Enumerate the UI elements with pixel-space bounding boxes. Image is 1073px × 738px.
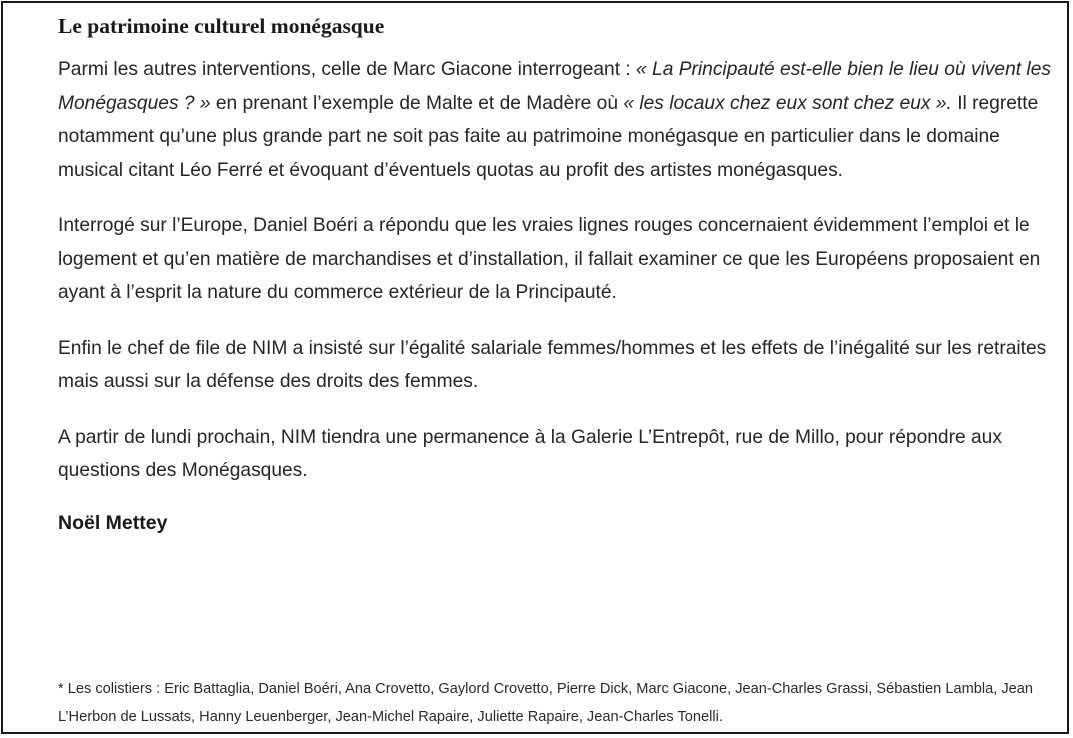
section-heading: Le patrimoine culturel monégasque xyxy=(58,14,385,38)
author-signature: Noël Mettey xyxy=(58,511,168,534)
quote-locaux: « les locaux chez eux sont chez eux ». xyxy=(623,92,952,114)
article-body xyxy=(58,11,1063,538)
paragraph-permanence: A partir de lundi prochain, NIM tiendra une permanence à la Galerie L’Entrepôt, rue de Millo, pour répondre aux questions des Monégasques. xyxy=(58,426,1002,481)
paragraph-egalite: Enfin le chef de file de NIM a insisté sur l’égalité salariale femmes/hommes et les effets de l’inégalité sur les retraites mais aussi sur la défense des droits des femmes. xyxy=(58,337,1047,392)
article-frame xyxy=(1,1,1069,734)
quote-principaute: « La Principauté est-elle bien le lieu où vivent les Monégasques ? » xyxy=(58,59,1051,114)
paragraph-text: Parmi les autres interventions, celle de Marc Giacone interrogeant : xyxy=(58,59,637,80)
paragraph-text: en prenant l’exemple de Malte et de Madère où xyxy=(210,92,624,114)
paragraph-patrimoine xyxy=(58,53,1063,187)
colistiers-footnote: * Les colistiers : Eric Battaglia, Daniel Boéri, Ana Crovetto, Gaylord Crovetto, Pierre Dick, Marc Giacone, Jean-Charles Grassi, Sébastien Lambla, Jean L’Herbon de Lussats, Hanny Leuenberger, Jean-Michel Rapaire, Juliette Rapaire, Jean-Charles Tonelli. xyxy=(58,681,1033,725)
paragraph-europe: Interrogé sur l’Europe, Daniel Boéri a répondu que les vraies lignes rouges concernaient évidemment l’emploi et le logement et qu’en matière de marchandises et d’installation, il fallait examiner ce que les Européens proposaient en ayant à l’esprit la nature du commerce extérieur de la Principauté. xyxy=(58,215,1041,303)
paragraph-text: Il regrette notamment qu’une plus grande part ne soit pas faite au patrimoine monégasque en particulier dans le domaine musical citant Léo Ferré et évoquant d’éventuels quotas au profit des artistes monégasques. xyxy=(58,92,1039,181)
